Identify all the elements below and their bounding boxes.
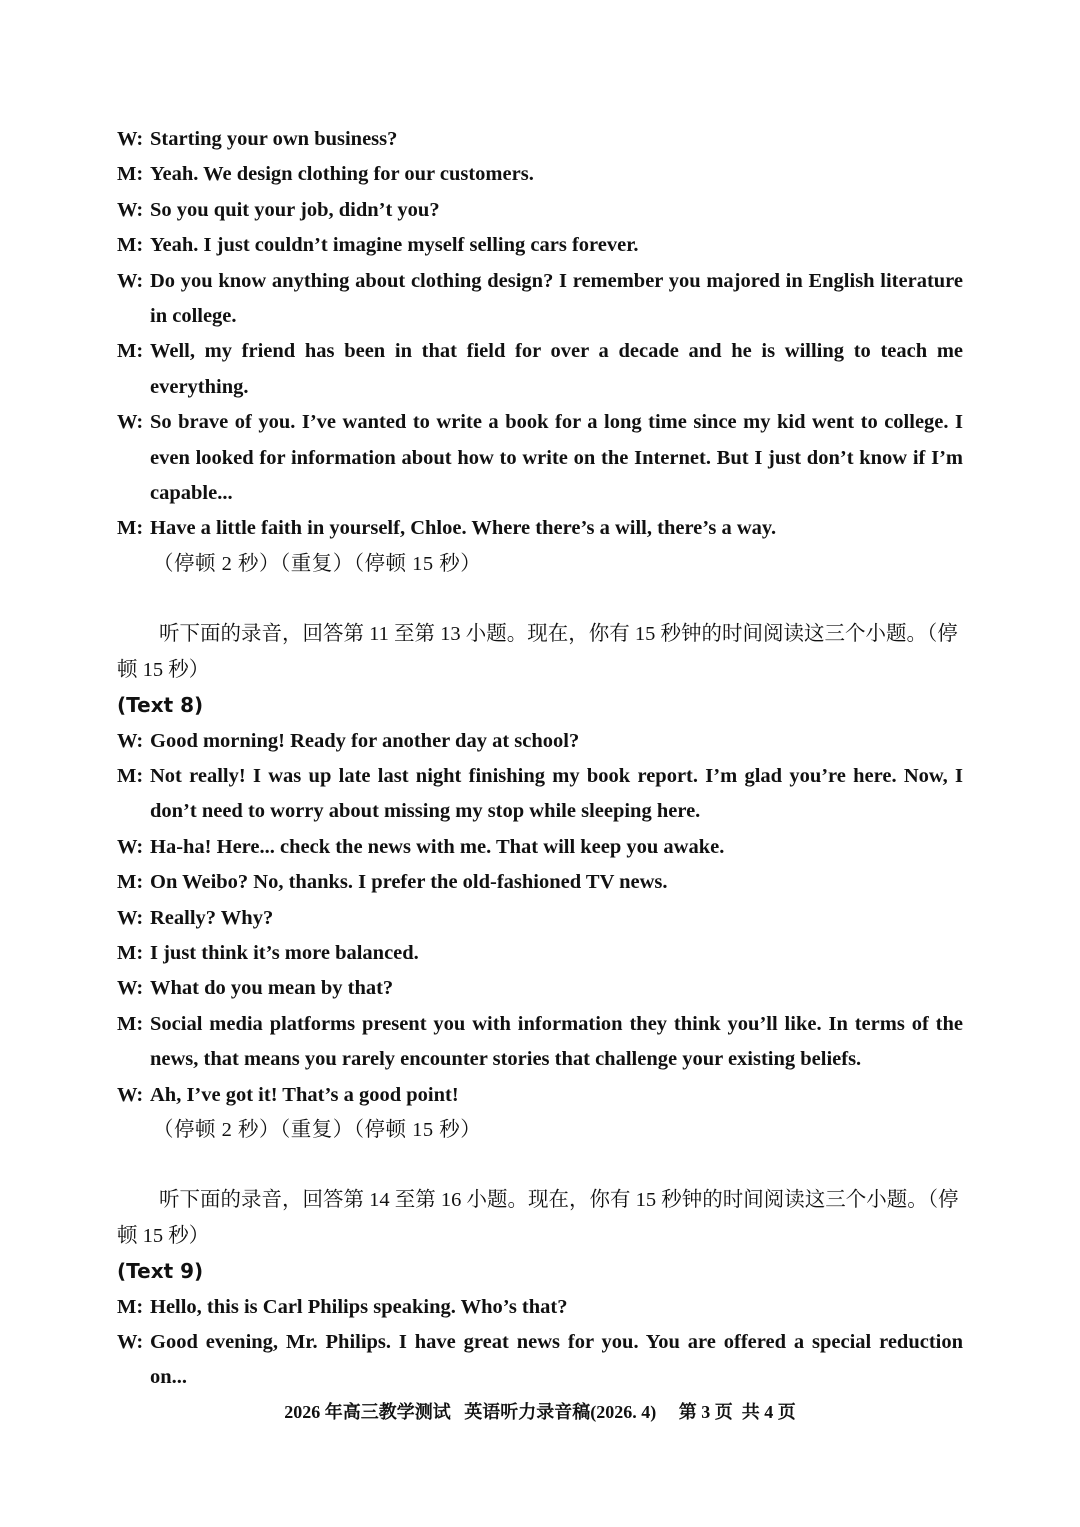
- page-footer: [0, 1398, 1080, 1424]
- line-text: Well, my friend has been in that field for over a decade and he is willing to teach me everything.: [150, 340, 963, 398]
- line-text: Yeah. I just couldn’t imagine myself selling cars forever.: [150, 234, 639, 257]
- line-text: So you quit your job, didn’t you?: [150, 198, 440, 221]
- listening-instruction: [117, 617, 963, 688]
- transcript: [117, 122, 963, 1396]
- speaker-label: M:: [117, 1295, 144, 1318]
- line-text: Ah, I’ve got it! That’s a good point!: [150, 1083, 459, 1106]
- dialogue-line: [117, 724, 963, 759]
- speaker-label: M:: [117, 234, 144, 257]
- pause-instruction: （停顿 2 秒）（重复）（停顿 15 秒）: [153, 1118, 482, 1141]
- line-text: Ha-ha! Here... check the news with me. That will keep you awake.: [150, 835, 725, 858]
- speaker-label: W:: [117, 977, 144, 1000]
- dialogue-line: [117, 936, 963, 971]
- dialogue-line: [117, 830, 963, 865]
- line-text: Social media platforms present you with information they think you’ll like. In terms of the news, that means you rarely encounter stories that challenge your existing beliefs.: [150, 1012, 963, 1071]
- dialogue-line: [117, 1007, 963, 1078]
- line-text: So brave of you. I’ve wanted to write a book for a long time since my kid went to college. I even looked for information about how to write on the Internet. But I just don’t know if I’m capable...: [150, 411, 963, 505]
- speaker-label: W:: [117, 198, 144, 221]
- speaker-label: W:: [117, 411, 144, 434]
- speaker-label: M:: [117, 1012, 144, 1035]
- line-text: Really? Why?: [150, 906, 274, 929]
- speaker-label: M:: [117, 517, 144, 540]
- dialogue-line: [117, 971, 963, 1006]
- dialogue-line: [117, 228, 963, 263]
- line-text: Not really! I was up late last night finishing my book report. I’m glad you’re here. Now, I don’t need to worry about missing my stop while sleeping here.: [150, 764, 963, 823]
- speaker-label: M:: [117, 340, 144, 363]
- line-text: I just think it’s more balanced.: [150, 941, 419, 964]
- dialogue-line: [117, 334, 963, 405]
- line-text: Have a little faith in yourself, Chloe. Where there’s a will, there’s a way.: [150, 517, 777, 540]
- speaker-label: M:: [117, 163, 144, 186]
- dialogue-section: [117, 1183, 963, 1395]
- speaker-label: W:: [117, 1083, 144, 1106]
- text-heading: (Text 8): [117, 693, 204, 718]
- dialogue-line: [117, 122, 963, 157]
- dialogue-line: [117, 1325, 963, 1396]
- dialogue-section: [117, 122, 963, 582]
- listening-instruction: [117, 1183, 963, 1254]
- dialogue-line: [117, 901, 963, 936]
- footer-title: 2026 年高三教学测试 英语听力录音稿(2026. 4): [284, 1402, 657, 1422]
- line-text: Do you know anything about clothing design? I remember you majored in English literature in college.: [150, 269, 963, 328]
- pause-instruction: （停顿 2 秒）（重复）（停顿 15 秒）: [153, 552, 482, 575]
- instruction-text: 听下面的录音，回答第 14 至第 16 小题。现在，你有 15 秒钟的时间阅读这三个小题。（停顿 15 秒）: [117, 1189, 959, 1247]
- dialogue-line: [117, 405, 963, 511]
- speaker-label: M:: [117, 764, 144, 787]
- dialogue-line: [117, 865, 963, 900]
- dialogue-line: [117, 759, 963, 830]
- dialogue-line: [117, 1290, 963, 1325]
- line-text: On Weibo? No, thanks. I prefer the old-fashioned TV news.: [150, 871, 668, 894]
- line-text: Hello, this is Carl Philips speaking. Who’s that?: [150, 1295, 568, 1318]
- dialogue-section: [117, 617, 963, 1148]
- speaker-label: M:: [117, 941, 144, 964]
- speaker-label: W:: [117, 906, 144, 929]
- speaker-label: W:: [117, 835, 144, 858]
- line-text: Yeah. We design clothing for our customers.: [150, 163, 534, 186]
- line-text: Starting your own business?: [150, 128, 398, 150]
- dialogue-line: [117, 193, 963, 228]
- line-text: Good morning! Ready for another day at school?: [150, 729, 580, 752]
- instruction-text: 听下面的录音，回答第 11 至第 13 小题。现在，你有 15 秒钟的时间阅读这三个小题。（停顿 15 秒）: [117, 623, 958, 681]
- dialogue-line: [117, 1078, 963, 1113]
- line-text: What do you mean by that?: [150, 977, 394, 1000]
- speaker-label: W:: [117, 729, 144, 752]
- dialogue-line: [117, 511, 963, 546]
- speaker-label: W:: [117, 1331, 144, 1353]
- line-text: Good evening, Mr. Philips. I have great news for you. You are offered a special reduction on...: [150, 1331, 963, 1389]
- speaker-label: W:: [117, 128, 144, 150]
- dialogue-line: [117, 264, 963, 335]
- page-number: 第 3 页 共 4 页: [678, 1402, 796, 1422]
- dialogue-line: [117, 157, 963, 192]
- text-heading: (Text 9): [117, 1259, 204, 1284]
- speaker-label: W:: [117, 269, 144, 292]
- speaker-label: M:: [117, 871, 144, 894]
